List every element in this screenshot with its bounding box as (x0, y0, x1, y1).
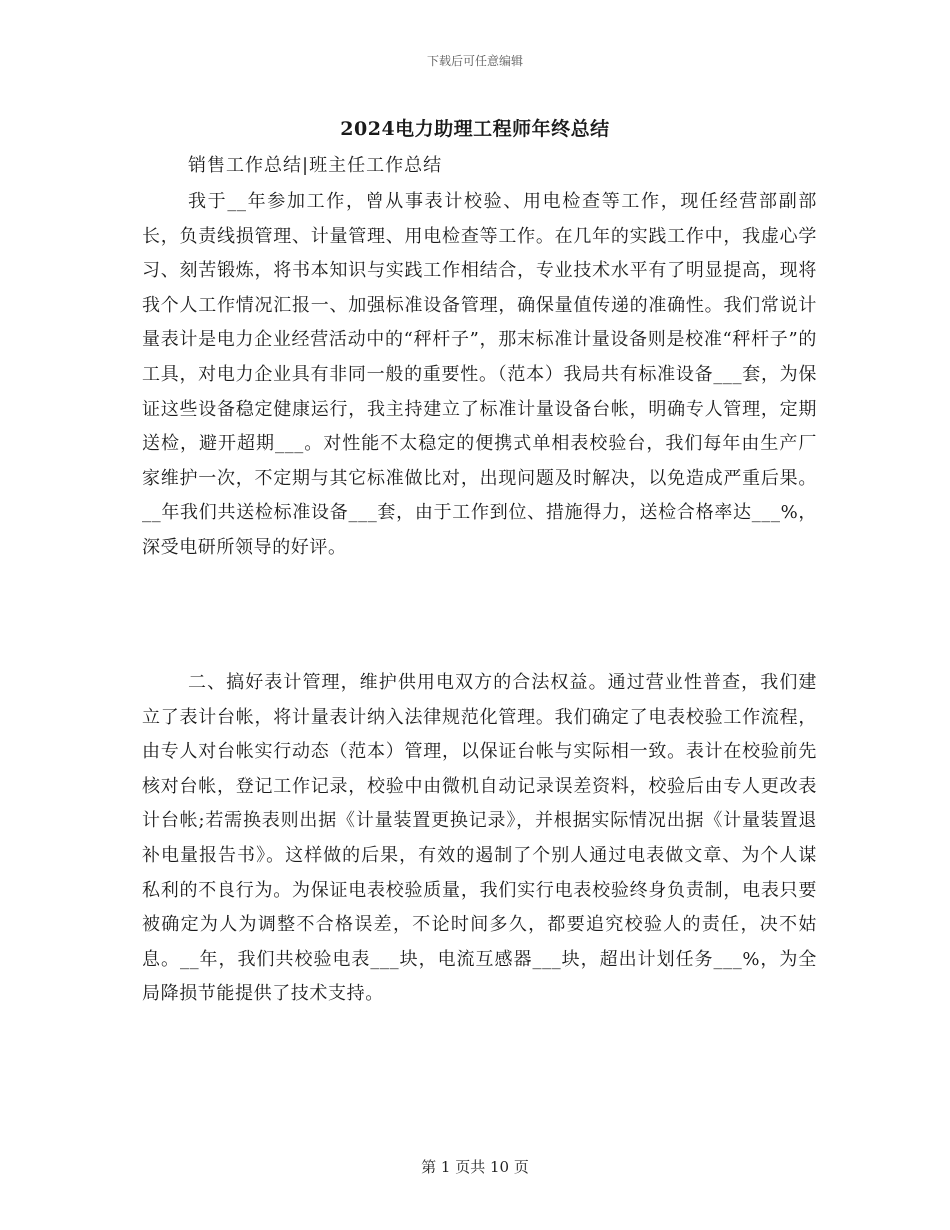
body-paragraph-1: 我于__年参加工作，曾从事表计校验、用电检查等工作，现任经营部副部长，负责线损管理、计量管理、用电检查等工作。在几年的实践工作中，我虚心学习、刻苦锻炼，将书本知识与实践工作相结合，专业技术水平有了明显提高，现将我个人工作情况汇报一、加强标准设备管理，确保量值传递的准确性。我们常说计量表计是电力企业经营活动中的“秤杆子”，那末标准计量设备则是校准“秤杆子”的工具，对电力企业具有非同一般的重要性。（范本）我局共有标准设备___套，为保证这些设备稳定健康运行，我主持建立了标准计量设备台帐，明确专人管理，定期送检，避开超期___。对性能不太稳定的便携式单相表校验台，我们每年由生产厂家维护一次，不定期与其它标准做比对，出现问题及时解决，以免造成严重后果。__年我们共送检标准设备___套，由于工作到位、措施得力，送检合格率达___%，深受电研所领导的好评。 (142, 191, 817, 558)
header-note: 下载后可任意编辑 (426, 54, 523, 68)
body-paragraph-2: 二、搞好表计管理，维护供用电双方的合法权益。通过营业性普查，我们建立了表计台帐，将计量表计纳入法律规范化管理。我们确定了电表校验工作流程，由专人对台帐实行动态（范本）管理，以保证台帐与实际相一致。表计在校验前先核对台帐，登记工作记录，校验中由微机自动记录误差资料，校验后由专人更改表计台帐;若需换表则出据《计量装置更换记录》，并根据实际情况出据《计量装置退补电量报告书》。这样做的后果，有效的遏制了个别人通过电表做文章、为个人谋私利的不良行为。为保证电表校验质量，我们实行电表校验终身负责制，电表只要被确定为人为调整不合格误差，不论时间多久，都要追究校验人的责任，决不姑息。__年，我们共校验电表___块，电流互感器___块，超出计划任务___%，为全局降损节能提供了技术支持。 (142, 672, 817, 1005)
document-subtitle: 销售工作总结|班主任工作总结 (188, 155, 443, 176)
document-title: 2024电力助理工程师年终总结 (340, 118, 610, 140)
page-number: 第 1 页共 10 页 (421, 1158, 529, 1176)
